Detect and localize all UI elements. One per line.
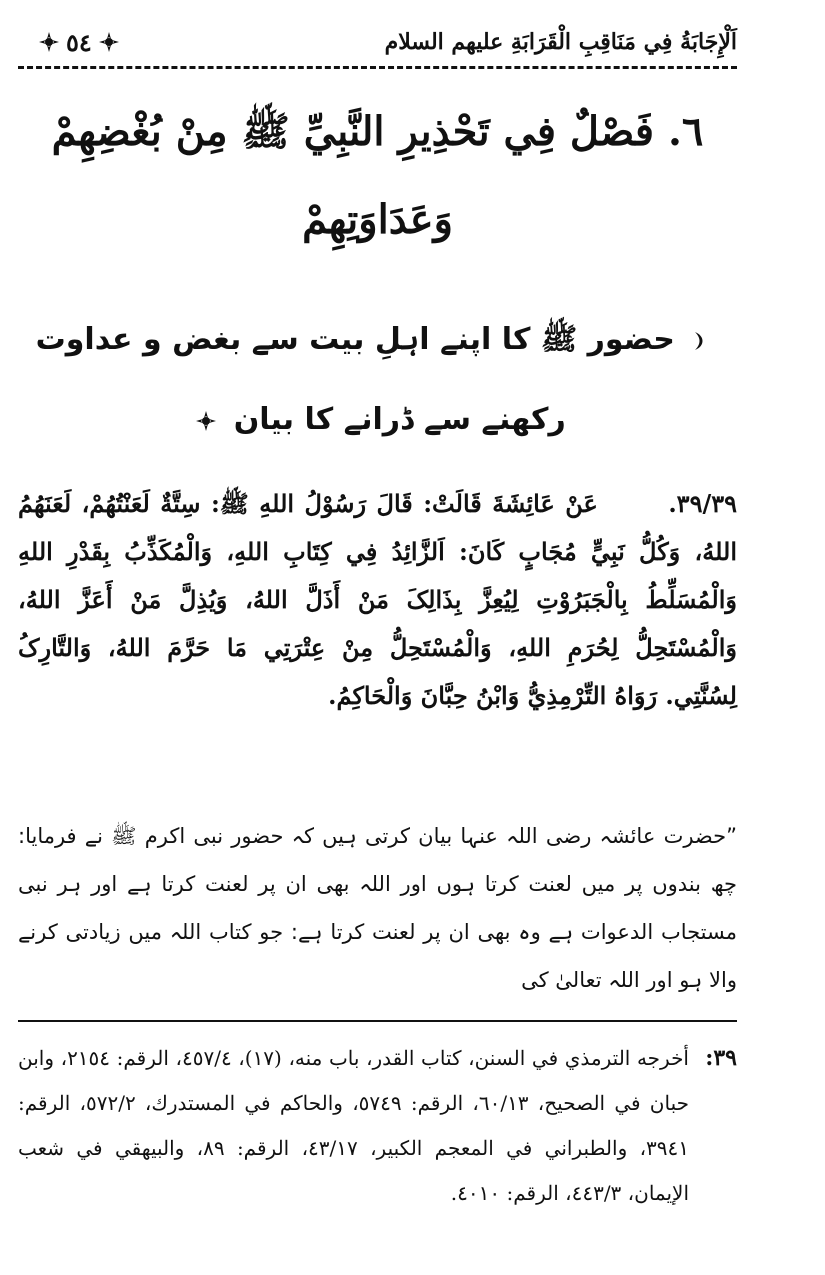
- floral-ornament-icon: [195, 410, 217, 432]
- footnote-text: أخرجه الترمذي في السنن، كتاب القدر، باب منه، (١٧)، ٤٥٧/٤، الرقم: ٢١٥٤، وابن حبان في الصحيح، ٦٠/١٣، الرقم: ٥٧٤٩، والحاكم في المستدرك، ٥٧٢/٢، الرقم: ٣٩٤١، والطبراني في المعجم الكبير، ٤٣/١٧، الرقم: ٨٩، والبيهقي في شعب الإيمان، ٤٤٣/٣، الرقم: ٤٠١٠.: [18, 1046, 689, 1205]
- footnote-divider: [18, 1020, 737, 1022]
- chapter-heading: ٦. فَصْلٌ فِي تَحْذِيرِ النَّبِيِّ ﷺ مِنْ بُغْضِهِمْ وَعَدَاوَتِهِمْ: [51, 108, 704, 243]
- floral-ornament-icon: [38, 31, 60, 53]
- urdu-subheading-text: حضور ﷺ کا اپنے اہلِ بیت سے بغض و عداوت رکھنے سے ڈرانے کا بیان: [35, 322, 675, 437]
- urdu-subheading: [18, 300, 737, 460]
- page-number-block: [38, 28, 120, 57]
- running-header: [18, 18, 737, 66]
- book-title: اَلْإِجَابَةُ فِي مَنَاقِبِ الْقَرَابَةِ عليهم السلام: [384, 29, 737, 55]
- page-number: ٥٤: [66, 27, 92, 57]
- footnote: [18, 1036, 737, 1216]
- hadith-arabic: [18, 480, 737, 720]
- footnote-marker: ٣٩:: [705, 1045, 737, 1071]
- hadith-number: ٣٩/٣٩.: [668, 489, 737, 518]
- floral-ornament-icon: [691, 330, 713, 352]
- header-divider: [18, 66, 737, 69]
- hadith-text: عَنْ عَائِشَةَ قَالَتْ: قَالَ رَسُوْلُ اللهِ ﷺ: سِتَّةٌ لَعَنْتُهُمْ، لَعَنَهُمُ اللهُ، وَكُلُّ نَبِيٍّ مُجَابٍ كَانَ: اَلزَّائِدُ فِي كِتَابِ اللهِ، وَالْمُكَذِّبُ بِقَدْرِ اللهِ وَالْمُسَلِّطُ بِالْجَبَرُوْتِ لِيُعِزَّ بِذَالِکَ مَنْ أَذَلَّ اللهُ، وَيُذِلَّ مَنْ أَعَزَّ اللهُ، وَالْمُسْتَحِلُّ لِحُرَمِ اللهِ، وَالْمُسْتَحِلُّ مِنْ عِتْرَتِي مَا حَرَّمَ اللهُ، وَالتَّارِکُ لِسُنَّتِي. رَوَاهُ التِّرْمِذِيُّ وَابْنُ حِبَّانَ وَالْحَاكِمُ.: [18, 489, 737, 710]
- urdu-translation: ”حضرت عائشہ رضی اللہ عنہا بیان کرتی ہیں کہ حضور نبی اکرم ﷺ نے فرمایا: چھ بندوں پر میں لعنت کرتا ہوں اور اللہ بھی ان پر لعنت کرتا ہے اور ہر نبی مستجاب الدعوات ہے وہ بھی ان پر لعنت کرتا ہے: جو کتاب اللہ میں زیادتی کرنے والا ہو اور اللہ تعالیٰ کی: [18, 824, 737, 992]
- floral-ornament-icon: [98, 31, 120, 53]
